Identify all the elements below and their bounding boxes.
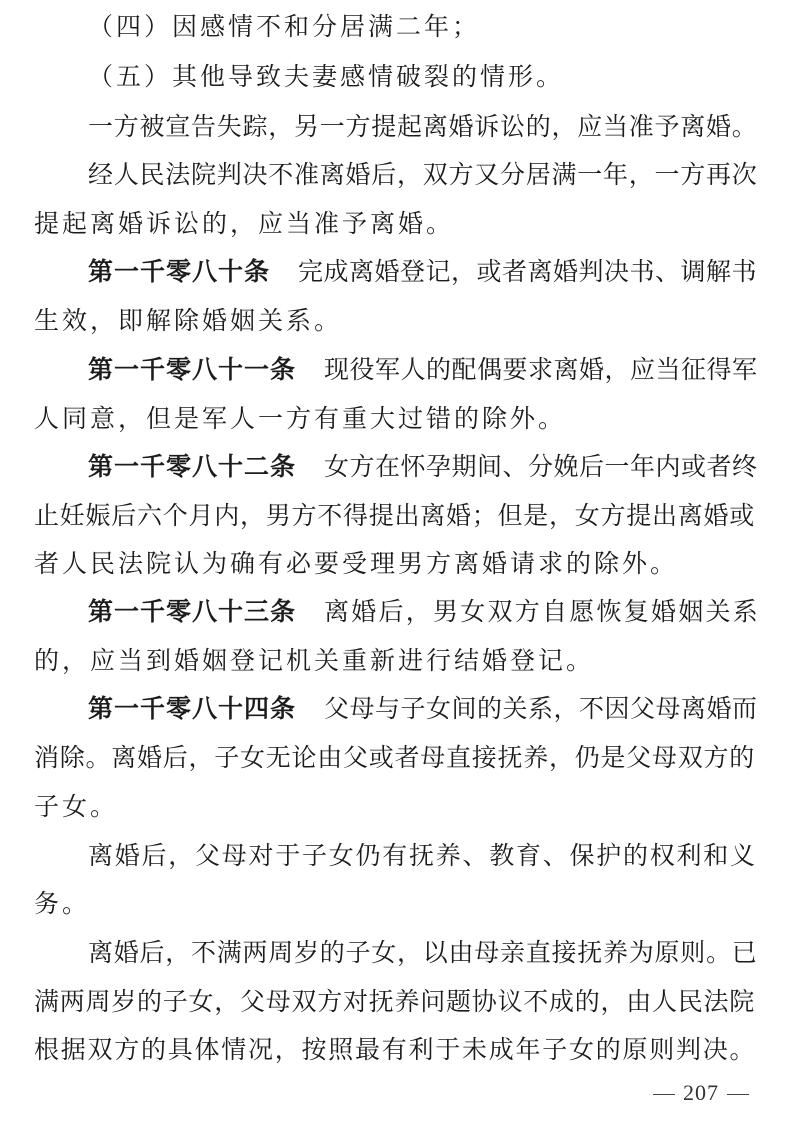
article-number: 第一千零八十三条 <box>88 597 297 626</box>
text-line: 根据双方的具体情况，按照最有利于未成年子女的原则判决。 <box>34 1035 757 1064</box>
page-number: 207 <box>645 1080 757 1106</box>
text-line: 经人民法院判决不准离婚后，双方又分居满一年，一方再次 <box>88 160 758 189</box>
article-heading-line: 第一千零八十条 完成离婚登记，或者离婚判决书、调解书 <box>88 257 758 286</box>
dash-right <box>727 1094 749 1095</box>
text-line: （四）因感情不和分居满二年； <box>88 12 481 41</box>
article-number: 第一千零八十条 <box>88 257 271 286</box>
text-line: 提起离婚诉讼的，应当准予离婚。 <box>34 209 455 238</box>
text-line: 离婚后，父母对于子女仍有抚养、教育、保护的权利和义 <box>88 841 757 870</box>
article-number: 第一千零八十四条 <box>88 694 297 723</box>
text-line: 满两周岁的子女，父母双方对抚养问题协议不成的，由人民法院 <box>34 987 756 1016</box>
text-line: 子女。 <box>34 792 119 821</box>
text-line: 离婚后，不满两周岁的子女，以由母亲直接抚养为原则。已 <box>88 938 758 967</box>
text-line: 生效，即解除婚姻关系。 <box>34 306 343 335</box>
text-line: 务。 <box>34 889 91 918</box>
text-line: 消除。离婚后，子女无论由父或者母直接抚养，仍是父母双方的 <box>34 743 756 772</box>
text-line: 的，应当到婚姻登记机关重新进行结婚登记。 <box>34 646 595 675</box>
text-line: 者人民法院认为确有必要受理男方离婚请求的除外。 <box>34 549 679 578</box>
text-line: 一方被宣告失踪，另一方提起离婚诉讼的，应当准予离婚。 <box>88 112 758 141</box>
text-line: 人同意，但是军人一方有重大过错的除外。 <box>34 404 567 433</box>
article-heading-line: 第一千零八十三条 离婚后，男女双方自愿恢复婚姻关系 <box>88 597 761 626</box>
article-heading-line: 第一千零八十四条 父母与子女间的关系，不因父母离婚而 <box>88 694 758 723</box>
text-line: （五）其他导致夫妻感情破裂的情形。 <box>88 62 565 91</box>
dash-left <box>653 1094 675 1095</box>
article-heading-line: 第一千零八十一条 现役军人的配偶要求离婚，应当征得军 <box>88 355 758 384</box>
text-line: 止妊娠后六个月内，男方不得提出离婚；但是，女方提出离婚或 <box>34 501 756 530</box>
article-heading-line: 第一千零八十二条 女方在怀孕期间、分娩后一年内或者终 <box>88 452 758 481</box>
article-number: 第一千零八十二条 <box>88 452 297 481</box>
article-number: 第一千零八十一条 <box>88 355 297 384</box>
